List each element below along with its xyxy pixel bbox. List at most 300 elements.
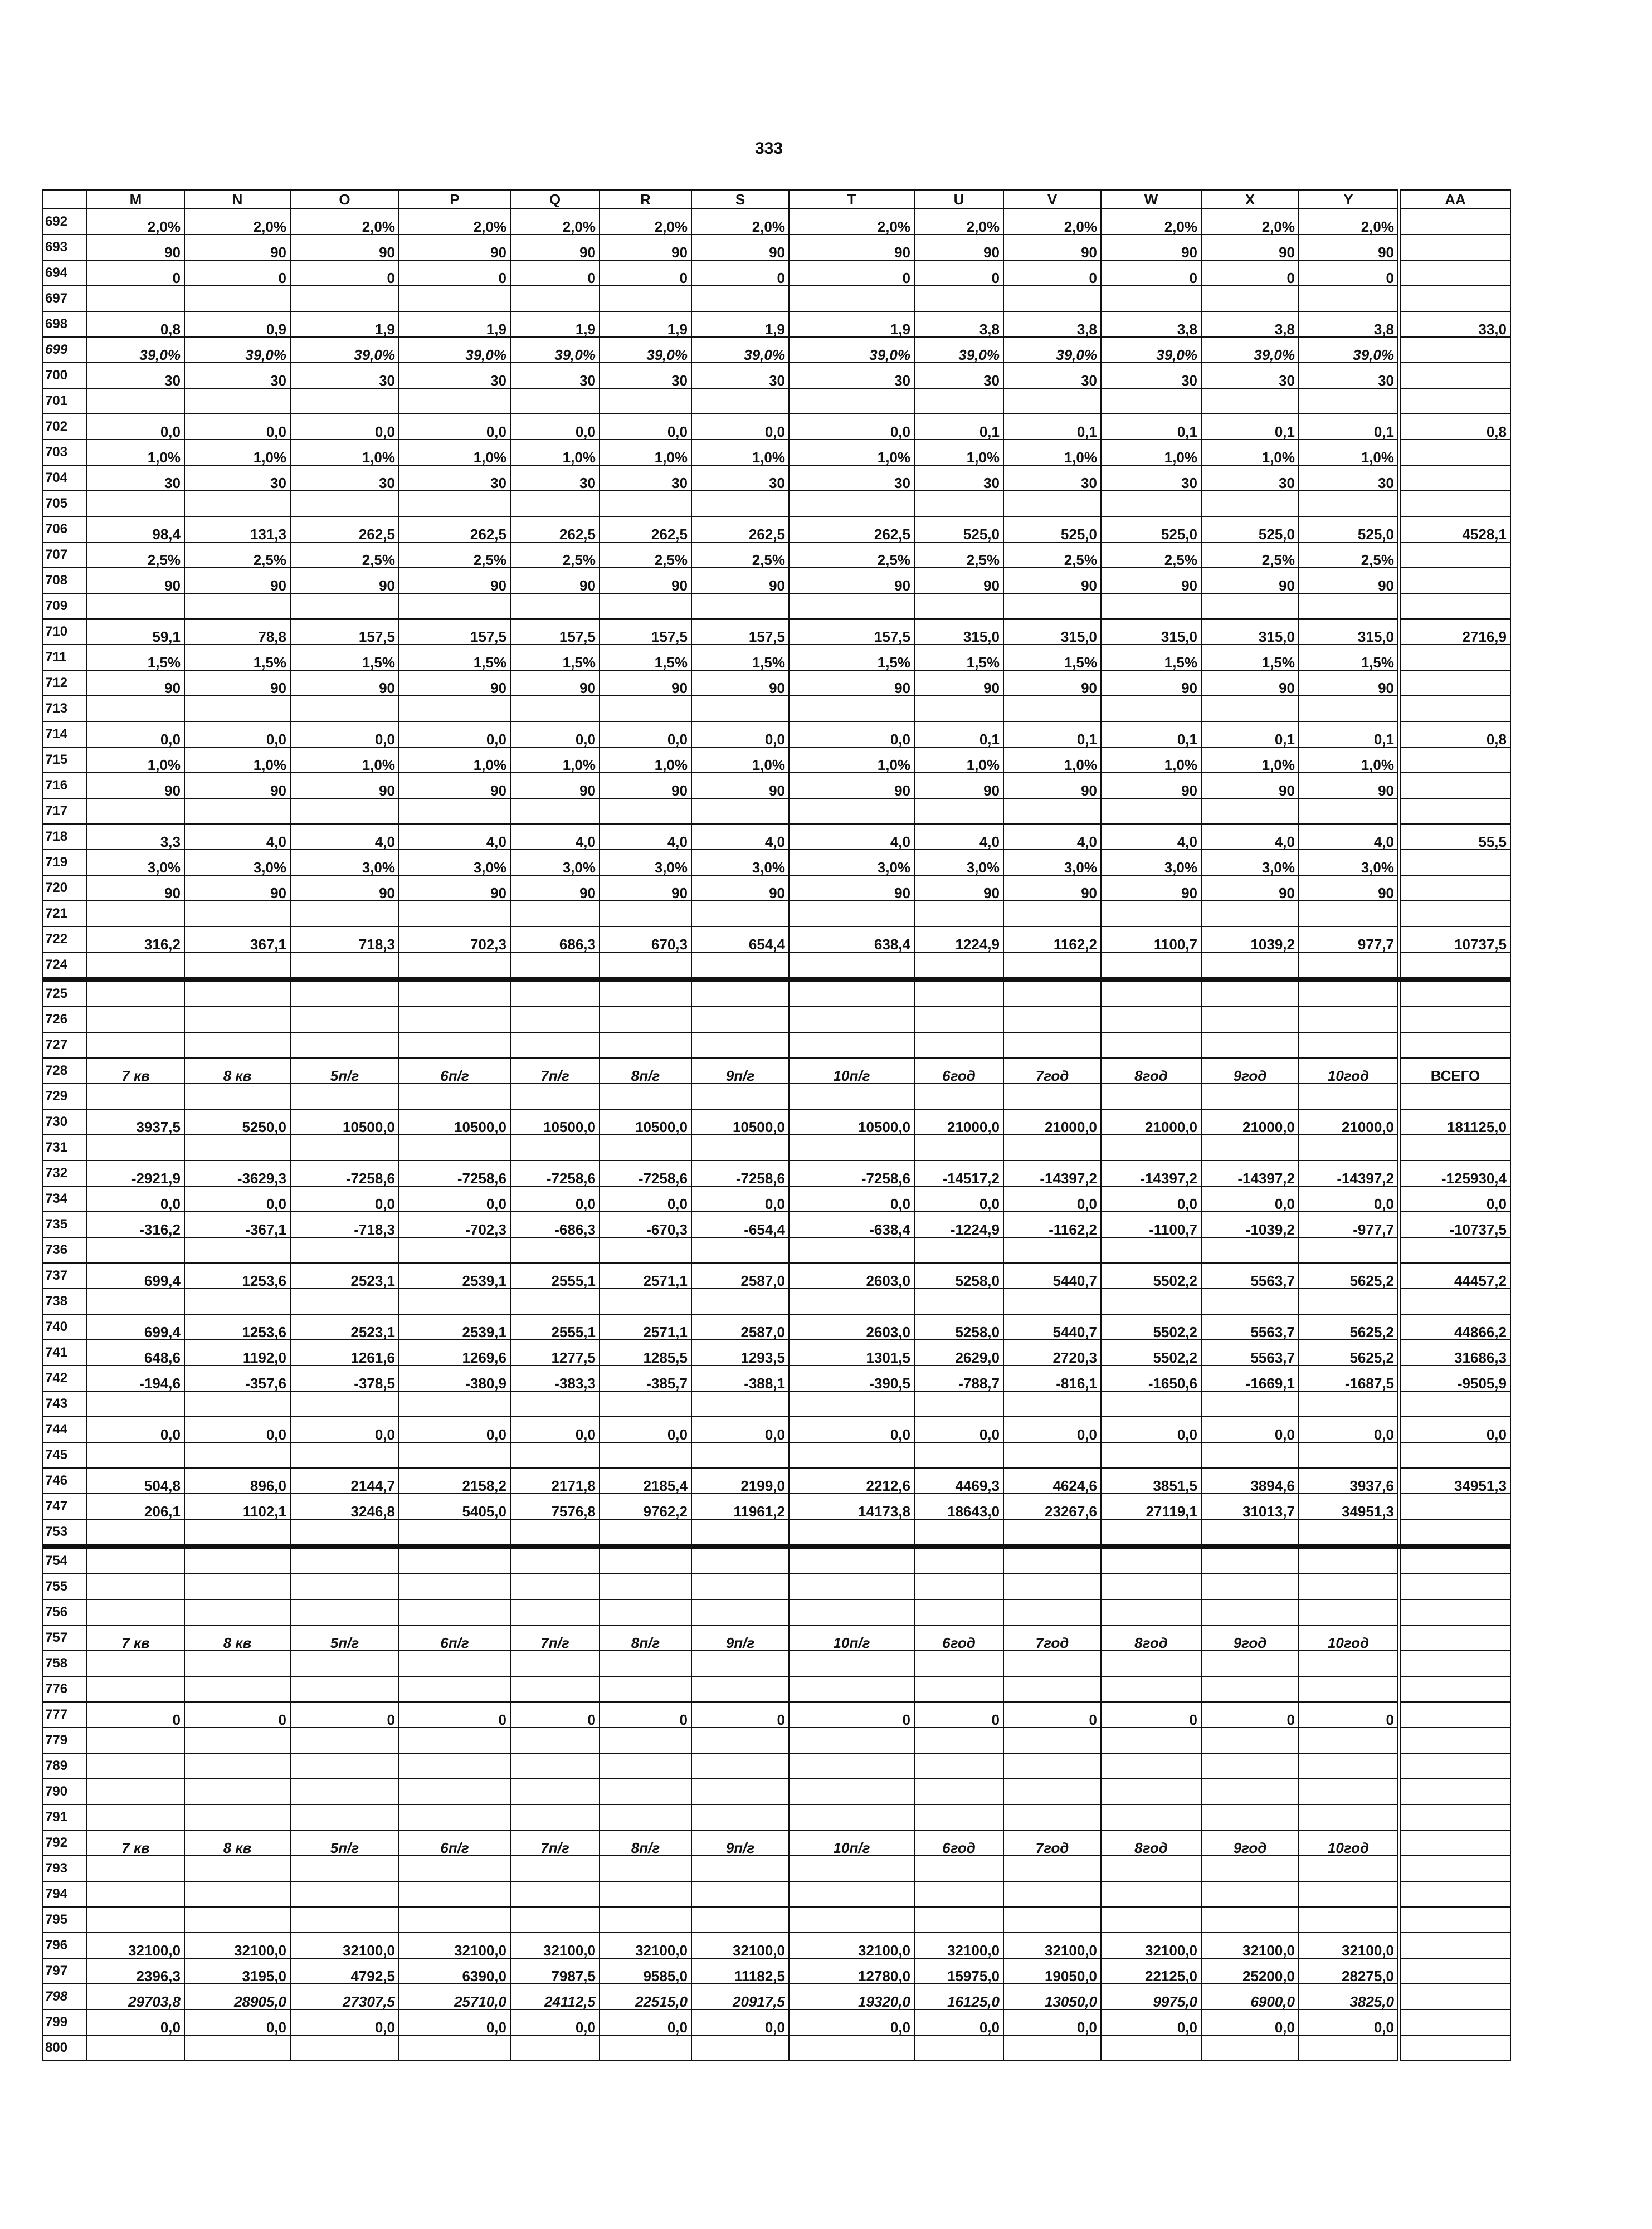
table-cell xyxy=(184,593,290,619)
row-number: 741 xyxy=(42,1340,87,1365)
table-cell: 2,5% xyxy=(184,542,290,568)
table-cell: 0,0 xyxy=(1201,1186,1299,1212)
table-cell: 4,0 xyxy=(1003,824,1101,850)
table-cell xyxy=(399,798,510,824)
total-cell xyxy=(1399,1135,1510,1160)
row-number: 714 xyxy=(42,721,87,747)
table-row xyxy=(42,1907,1510,1933)
table-cell: 0,0 xyxy=(789,1186,914,1212)
table-cell: 6год xyxy=(914,1830,1003,1856)
row-number: 795 xyxy=(42,1907,87,1933)
table-cell xyxy=(399,1728,510,1753)
table-cell: 10п/г xyxy=(789,1625,914,1651)
table-cell: -388,1 xyxy=(691,1365,789,1391)
table-cell xyxy=(1101,1651,1201,1676)
table-cell: 3825,0 xyxy=(1299,1984,1399,2009)
table-cell: 5502,2 xyxy=(1101,1263,1201,1289)
table-cell: -977,7 xyxy=(1299,1212,1399,1237)
table-cell: 2,5% xyxy=(290,542,399,568)
table-cell: 19050,0 xyxy=(1003,1958,1101,1984)
total-cell xyxy=(1399,1702,1510,1728)
table-cell: 6год xyxy=(914,1625,1003,1651)
table-cell xyxy=(789,1599,914,1625)
table-cell xyxy=(1201,952,1299,979)
table-cell: 5п/г xyxy=(290,1830,399,1856)
row-number: 713 xyxy=(42,696,87,721)
table-cell: 896,0 xyxy=(184,1468,290,1494)
total-cell xyxy=(1399,1391,1510,1417)
table-cell: 1,0% xyxy=(290,747,399,773)
table-cell: 0,0 xyxy=(1101,2009,1201,2035)
table-cell xyxy=(510,491,600,516)
table-row xyxy=(42,311,1510,337)
table-cell: 6п/г xyxy=(399,1625,510,1651)
table-cell: 525,0 xyxy=(1003,516,1101,542)
total-cell xyxy=(1399,1442,1510,1468)
row-number: 794 xyxy=(42,1881,87,1907)
table-row xyxy=(42,875,1510,901)
table-cell xyxy=(1299,1135,1399,1160)
table-cell xyxy=(789,901,914,926)
table-cell: 0,1 xyxy=(1101,721,1201,747)
table-cell xyxy=(1003,1084,1101,1109)
table-cell xyxy=(184,1779,290,1804)
table-cell: 90 xyxy=(1101,875,1201,901)
table-row xyxy=(42,2035,1510,2061)
table-cell: 1,5% xyxy=(1003,645,1101,670)
table-cell: 2,0% xyxy=(184,209,290,235)
table-row xyxy=(42,1289,1510,1314)
table-cell xyxy=(600,1574,691,1599)
table-cell xyxy=(87,1391,184,1417)
total-cell xyxy=(1399,1599,1510,1625)
table-cell: 699,4 xyxy=(87,1314,184,1340)
table-cell: 9762,2 xyxy=(600,1494,691,1519)
table-cell: 90 xyxy=(290,235,399,260)
table-cell: 39,0% xyxy=(1299,337,1399,363)
table-cell: 90 xyxy=(184,568,290,593)
table-cell: 670,3 xyxy=(600,926,691,952)
table-cell: 0,0 xyxy=(510,1417,600,1442)
table-cell: 2144,7 xyxy=(290,1468,399,1494)
table-cell xyxy=(399,1084,510,1109)
table-row xyxy=(42,1958,1510,1984)
table-row xyxy=(42,286,1510,311)
table-cell xyxy=(691,1574,789,1599)
table-cell: 2171,8 xyxy=(510,1468,600,1494)
table-cell: -1100,7 xyxy=(1101,1212,1201,1237)
table-cell: 7 кв xyxy=(87,1625,184,1651)
table-cell: 4,0 xyxy=(789,824,914,850)
table-cell xyxy=(1299,696,1399,721)
table-cell: 157,5 xyxy=(510,619,600,645)
table-cell xyxy=(1201,491,1299,516)
table-cell xyxy=(914,1804,1003,1830)
table-cell: 525,0 xyxy=(1201,516,1299,542)
table-cell: 3,0% xyxy=(600,850,691,875)
table-cell xyxy=(1003,1907,1101,1933)
table-cell xyxy=(510,1547,600,1574)
row-number: 793 xyxy=(42,1856,87,1881)
table-cell: 7 кв xyxy=(87,1058,184,1084)
table-cell: 90 xyxy=(600,875,691,901)
total-cell xyxy=(1399,491,1510,516)
table-row xyxy=(42,670,1510,696)
total-cell xyxy=(1399,1804,1510,1830)
table-row xyxy=(42,1574,1510,1599)
table-cell xyxy=(914,1676,1003,1702)
table-cell: 39,0% xyxy=(600,337,691,363)
table-cell xyxy=(510,1779,600,1804)
table-cell xyxy=(510,1753,600,1779)
table-cell xyxy=(1003,1881,1101,1907)
table-cell xyxy=(789,1676,914,1702)
row-number: 722 xyxy=(42,926,87,952)
table-cell xyxy=(600,798,691,824)
row-number: 709 xyxy=(42,593,87,619)
table-cell: -3629,3 xyxy=(184,1160,290,1186)
table-cell: 8год xyxy=(1101,1058,1201,1084)
table-row xyxy=(42,1237,1510,1263)
table-cell xyxy=(399,1651,510,1676)
table-cell xyxy=(789,1804,914,1830)
table-cell xyxy=(914,1881,1003,1907)
table-cell: 6900,0 xyxy=(1201,1984,1299,2009)
table-cell: 3,0% xyxy=(1299,850,1399,875)
table-cell xyxy=(1201,1676,1299,1702)
table-cell xyxy=(1003,1779,1101,1804)
table-cell xyxy=(789,491,914,516)
table-cell: 2,5% xyxy=(691,542,789,568)
table-cell xyxy=(184,1547,290,1574)
table-cell: 90 xyxy=(914,875,1003,901)
table-cell xyxy=(1003,979,1101,1007)
row-number: 743 xyxy=(42,1391,87,1417)
table-cell: 5258,0 xyxy=(914,1314,1003,1340)
table-cell xyxy=(600,1007,691,1032)
table-cell: 4,0 xyxy=(399,824,510,850)
table-cell: 3937,5 xyxy=(87,1109,184,1135)
table-cell: 10год xyxy=(1299,1058,1399,1084)
table-cell xyxy=(1101,2035,1201,2061)
table-cell: -2921,9 xyxy=(87,1160,184,1186)
table-cell xyxy=(290,1881,399,1907)
table-cell xyxy=(399,388,510,414)
table-cell: 90 xyxy=(1003,235,1101,260)
table-cell xyxy=(1201,1442,1299,1468)
table-cell xyxy=(914,1289,1003,1314)
table-cell: 90 xyxy=(290,875,399,901)
table-cell: 30 xyxy=(914,363,1003,388)
table-cell: 5405,0 xyxy=(399,1494,510,1519)
row-number: 731 xyxy=(42,1135,87,1160)
table-cell: 13050,0 xyxy=(1003,1984,1101,2009)
table-row xyxy=(42,388,1510,414)
table-cell xyxy=(914,2035,1003,2061)
table-cell xyxy=(399,1856,510,1881)
table-cell: 367,1 xyxy=(184,926,290,952)
table-cell: -7258,6 xyxy=(510,1160,600,1186)
table-cell xyxy=(914,1651,1003,1676)
table-cell xyxy=(510,388,600,414)
table-cell xyxy=(600,1084,691,1109)
table-cell xyxy=(510,1135,600,1160)
table-cell: 0,0 xyxy=(691,1417,789,1442)
table-cell xyxy=(399,1391,510,1417)
table-row xyxy=(42,926,1510,952)
table-cell xyxy=(1299,979,1399,1007)
table-cell xyxy=(87,1442,184,1468)
row-number: 698 xyxy=(42,311,87,337)
row-number: 755 xyxy=(42,1574,87,1599)
table-cell: 315,0 xyxy=(1299,619,1399,645)
table-cell: 2,0% xyxy=(87,209,184,235)
table-cell xyxy=(914,1442,1003,1468)
table-row xyxy=(42,1804,1510,1830)
table-cell: 21000,0 xyxy=(914,1109,1003,1135)
table-cell: 525,0 xyxy=(1299,516,1399,542)
table-cell: 30 xyxy=(914,465,1003,491)
table-cell: 90 xyxy=(1003,773,1101,798)
table-cell: 654,4 xyxy=(691,926,789,952)
table-cell xyxy=(600,1728,691,1753)
table-cell: 315,0 xyxy=(914,619,1003,645)
table-cell xyxy=(1201,1391,1299,1417)
table-cell: 4469,3 xyxy=(914,1468,1003,1494)
table-cell xyxy=(87,286,184,311)
table-row xyxy=(42,1365,1510,1391)
column-header: M xyxy=(87,190,184,209)
row-number: 729 xyxy=(42,1084,87,1109)
table-cell: 5625,2 xyxy=(1299,1340,1399,1365)
table-cell: 525,0 xyxy=(914,516,1003,542)
table-cell xyxy=(290,1651,399,1676)
table-cell xyxy=(290,1391,399,1417)
table-cell: 0,0 xyxy=(914,1417,1003,1442)
table-cell: -686,3 xyxy=(510,1212,600,1237)
table-cell xyxy=(1003,593,1101,619)
table-cell: 1253,6 xyxy=(184,1314,290,1340)
table-cell xyxy=(1299,2035,1399,2061)
table-cell: 10500,0 xyxy=(691,1109,789,1135)
page-number: 333 xyxy=(754,139,783,158)
table-cell: 1,0% xyxy=(914,440,1003,465)
table-cell xyxy=(1299,1676,1399,1702)
corner-cell xyxy=(42,190,87,209)
row-number: 732 xyxy=(42,1160,87,1186)
table-cell: 0,1 xyxy=(1201,721,1299,747)
table-cell: 0,0 xyxy=(600,414,691,440)
table-cell xyxy=(1003,491,1101,516)
table-cell: 1162,2 xyxy=(1003,926,1101,952)
table-cell: 0,0 xyxy=(87,721,184,747)
table-cell: 1,0% xyxy=(1101,747,1201,773)
table-cell xyxy=(789,1728,914,1753)
table-cell: 0 xyxy=(184,1702,290,1728)
table-cell xyxy=(1201,1881,1299,1907)
column-header: O xyxy=(290,190,399,209)
row-number: 737 xyxy=(42,1263,87,1289)
table-cell: 316,2 xyxy=(87,926,184,952)
table-cell xyxy=(914,1084,1003,1109)
table-cell: 1,0% xyxy=(1201,747,1299,773)
table-cell xyxy=(399,2035,510,2061)
table-cell: 14173,8 xyxy=(789,1494,914,1519)
table-cell xyxy=(1003,952,1101,979)
table-cell: 4,0 xyxy=(510,824,600,850)
table-cell: -7258,6 xyxy=(789,1160,914,1186)
table-cell: 90 xyxy=(510,875,600,901)
table-row xyxy=(42,1779,1510,1804)
table-cell xyxy=(691,1856,789,1881)
table-cell xyxy=(1299,1007,1399,1032)
row-number: 728 xyxy=(42,1058,87,1084)
table-cell: 1293,5 xyxy=(691,1340,789,1365)
table-cell: 90 xyxy=(1003,875,1101,901)
table-cell: 0 xyxy=(1101,260,1201,286)
table-cell: 0,0 xyxy=(184,414,290,440)
table-cell xyxy=(600,1804,691,1830)
table-cell xyxy=(290,1599,399,1625)
table-cell xyxy=(1101,1391,1201,1417)
table-cell xyxy=(691,1779,789,1804)
table-cell: 1100,7 xyxy=(1101,926,1201,952)
table-cell: 0,0 xyxy=(789,414,914,440)
table-cell: 23267,6 xyxy=(1003,1494,1101,1519)
table-cell: 0 xyxy=(510,260,600,286)
row-number: 716 xyxy=(42,773,87,798)
table-cell: 1,0% xyxy=(1003,440,1101,465)
total-cell xyxy=(1399,286,1510,311)
table-row xyxy=(42,1084,1510,1109)
table-cell: 7год xyxy=(1003,1625,1101,1651)
table-row xyxy=(42,1856,1510,1881)
table-cell xyxy=(1201,1728,1299,1753)
total-column-header: AA xyxy=(1399,190,1510,209)
table-cell: 0,0 xyxy=(691,1186,789,1212)
table-cell: 1,9 xyxy=(789,311,914,337)
table-cell xyxy=(290,1032,399,1058)
table-row xyxy=(42,645,1510,670)
table-cell: -1162,2 xyxy=(1003,1212,1101,1237)
table-cell xyxy=(1101,1804,1201,1830)
table-row xyxy=(42,1753,1510,1779)
table-cell xyxy=(789,593,914,619)
row-number: 797 xyxy=(42,1958,87,1984)
total-cell xyxy=(1399,363,1510,388)
table-cell: 4792,5 xyxy=(290,1958,399,1984)
total-cell xyxy=(1399,2035,1510,2061)
table-cell: 30 xyxy=(399,363,510,388)
table-cell xyxy=(1101,1881,1201,1907)
table-cell xyxy=(184,952,290,979)
table-row xyxy=(42,773,1510,798)
table-row xyxy=(42,337,1510,363)
total-cell xyxy=(1399,1907,1510,1933)
table-cell xyxy=(1201,1651,1299,1676)
table-cell: -1039,2 xyxy=(1201,1212,1299,1237)
table-cell xyxy=(290,1574,399,1599)
table-cell xyxy=(1299,388,1399,414)
table-cell: 1,9 xyxy=(600,311,691,337)
table-cell: 90 xyxy=(87,773,184,798)
table-cell: 39,0% xyxy=(1201,337,1299,363)
table-cell: 3,0% xyxy=(1003,850,1101,875)
table-cell xyxy=(1101,1442,1201,1468)
table-cell: -357,6 xyxy=(184,1365,290,1391)
table-cell: 30 xyxy=(290,363,399,388)
table-row xyxy=(42,1417,1510,1442)
table-cell xyxy=(510,1519,600,1547)
total-cell: 181125,0 xyxy=(1399,1109,1510,1135)
table-cell: 30 xyxy=(87,465,184,491)
table-cell: 1,0% xyxy=(87,747,184,773)
table-cell xyxy=(510,1676,600,1702)
table-cell: 1277,5 xyxy=(510,1340,600,1365)
table-cell: -378,5 xyxy=(290,1365,399,1391)
table-cell xyxy=(399,1135,510,1160)
table-cell xyxy=(789,696,914,721)
table-cell xyxy=(87,593,184,619)
table-cell: 0 xyxy=(290,1702,399,1728)
total-cell xyxy=(1399,1958,1510,1984)
table-cell: 5440,7 xyxy=(1003,1263,1101,1289)
table-cell: 0,1 xyxy=(1201,414,1299,440)
table-cell xyxy=(399,1547,510,1574)
table-cell xyxy=(87,1519,184,1547)
table-cell: 2,5% xyxy=(1299,542,1399,568)
table-cell xyxy=(1201,1135,1299,1160)
table-cell: 30 xyxy=(510,363,600,388)
table-cell xyxy=(510,1599,600,1625)
table-cell xyxy=(691,1599,789,1625)
table-cell: 262,5 xyxy=(691,516,789,542)
row-number: 779 xyxy=(42,1728,87,1753)
table-cell xyxy=(1299,1599,1399,1625)
table-cell: 2571,1 xyxy=(600,1263,691,1289)
table-cell: 15975,0 xyxy=(914,1958,1003,1984)
table-cell: 90 xyxy=(1101,773,1201,798)
total-cell xyxy=(1399,1237,1510,1263)
table-cell: 2,0% xyxy=(290,209,399,235)
total-cell: 55,5 xyxy=(1399,824,1510,850)
table-cell xyxy=(600,1599,691,1625)
table-cell xyxy=(510,1391,600,1417)
table-row xyxy=(42,1494,1510,1519)
total-cell xyxy=(1399,1881,1510,1907)
table-cell xyxy=(600,1779,691,1804)
table-cell xyxy=(1201,1237,1299,1263)
table-cell: 90 xyxy=(87,235,184,260)
table-cell xyxy=(1201,979,1299,1007)
table-cell xyxy=(691,1289,789,1314)
row-number: 700 xyxy=(42,363,87,388)
table-cell xyxy=(399,1519,510,1547)
table-cell: 1102,1 xyxy=(184,1494,290,1519)
table-cell xyxy=(87,1574,184,1599)
table-row xyxy=(42,1032,1510,1058)
table-cell xyxy=(1299,1084,1399,1109)
table-cell: 90 xyxy=(1201,568,1299,593)
table-cell xyxy=(691,1007,789,1032)
table-cell: 2571,1 xyxy=(600,1314,691,1340)
total-cell xyxy=(1399,1856,1510,1881)
table-cell xyxy=(1101,286,1201,311)
table-cell xyxy=(914,1519,1003,1547)
table-cell xyxy=(914,952,1003,979)
table-row xyxy=(42,1263,1510,1289)
table-cell xyxy=(691,388,789,414)
